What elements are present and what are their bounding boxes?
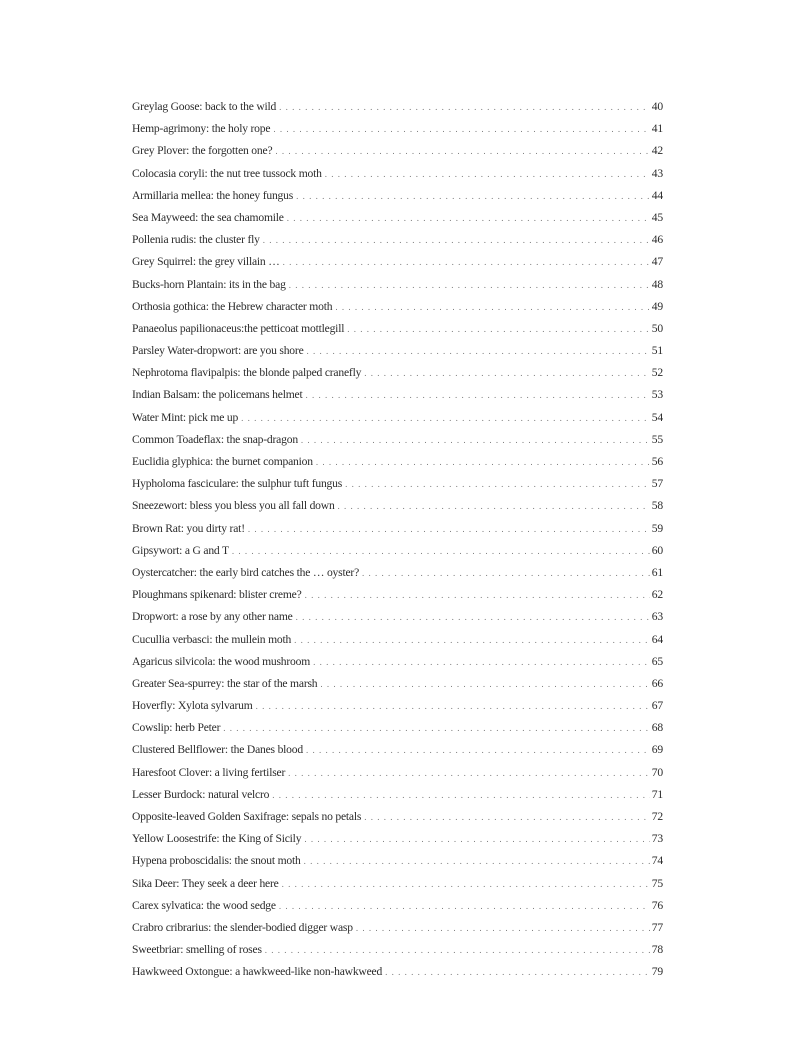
toc-entry-title: Opposite-leaved Golden Saxifrage: sepals no petals [132, 810, 362, 823]
toc-entry[interactable] [132, 433, 663, 455]
toc-entry-page-number: 64 [651, 632, 663, 646]
toc-entry[interactable] [132, 921, 663, 943]
toc-entry[interactable] [132, 522, 663, 544]
toc-entry-title: Dropwort: a rose by any other name [132, 610, 293, 624]
toc-entry[interactable] [132, 167, 663, 189]
dot-leader [362, 568, 650, 578]
dot-leader [265, 945, 650, 955]
dot-leader [306, 745, 650, 755]
toc-entry-page-number: 71 [651, 787, 663, 801]
toc-entry-title: Water Mint: pick me up [132, 410, 239, 424]
toc-entry-title: Yellow Loosestrife: the King of Sicily [132, 832, 302, 846]
toc-entry-page-number: 41 [651, 122, 663, 136]
toc-entry-title: Grey Squirrel: the grey villain … [132, 255, 280, 269]
toc-entry-page-number: 49 [651, 299, 663, 313]
dot-leader [338, 501, 650, 511]
toc-entry[interactable] [132, 677, 663, 699]
toc-entry-page-number: 74 [651, 854, 663, 868]
toc-entry-page-number: 55 [651, 432, 663, 446]
toc-entry-page-number: 63 [651, 610, 663, 624]
toc-entry[interactable] [132, 588, 663, 610]
toc-entry[interactable] [132, 189, 663, 211]
toc-entry[interactable] [132, 655, 663, 677]
toc-entry[interactable] [132, 211, 663, 233]
toc-entry-page-number: 43 [651, 166, 663, 180]
toc-entry[interactable] [132, 455, 663, 477]
toc-entry[interactable] [132, 233, 663, 255]
dot-leader [305, 590, 650, 600]
toc-entry[interactable] [132, 766, 663, 788]
toc-entry-page-number: 70 [651, 765, 663, 779]
toc-entry-title: Hypena proboscidalis: the snout moth [132, 854, 301, 868]
dot-leader [313, 657, 650, 667]
toc-entry-title: Sea Mayweed: the sea chamomile [132, 210, 284, 224]
toc-entry-page-number: 57 [651, 477, 663, 491]
toc-entry-title: Hypholoma fasciculare: the sulphur tuft fungus [132, 477, 343, 491]
toc-entry[interactable] [132, 965, 663, 987]
toc-entry-page-number: 77 [651, 920, 663, 934]
toc-entry[interactable] [132, 100, 663, 122]
toc-entry[interactable] [132, 832, 663, 854]
toc-entry-page-number: 42 [651, 144, 663, 158]
dot-leader [232, 546, 650, 556]
toc-entry[interactable] [132, 344, 663, 366]
toc-entry[interactable] [132, 943, 663, 965]
toc-entry-page-number: 75 [651, 876, 663, 890]
dot-leader [325, 169, 650, 179]
toc-entry-page-number: 67 [651, 699, 663, 713]
toc-entry-page-number: 62 [651, 588, 663, 602]
toc-entry-page-number: 68 [651, 721, 663, 735]
dot-leader [296, 612, 650, 622]
toc-entry-title: Sika Deer: They seek a deer here [132, 876, 279, 890]
dot-leader [316, 457, 650, 467]
toc-entry-title: Colocasia coryli: the nut tree tussock moth [132, 166, 322, 180]
dot-leader [304, 856, 650, 866]
toc-entry-title: Cowslip: herb Peter [132, 721, 221, 735]
toc-entry[interactable] [132, 122, 663, 144]
toc-entry[interactable] [132, 411, 663, 433]
dot-leader [279, 102, 650, 112]
toc-entry-title: Euclidia glyphica: the burnet companion [132, 455, 313, 468]
dot-leader [272, 790, 650, 800]
dot-leader [287, 213, 650, 223]
toc-entry-title: Gipsywort: a G and T [132, 543, 229, 557]
toc-entry-page-number: 78 [651, 943, 663, 957]
toc-entry-page-number: 46 [651, 233, 663, 247]
toc-entry[interactable] [132, 810, 663, 832]
toc-entry-page-number: 58 [651, 499, 663, 513]
toc-entry[interactable] [132, 322, 663, 344]
dot-leader [256, 701, 650, 711]
dot-leader [282, 879, 650, 889]
toc-entry-title: Hoverfly: Xylota sylvarum [132, 699, 253, 713]
toc-entry-title: Sweetbriar: smelling of roses [132, 943, 262, 957]
dot-leader [385, 967, 650, 977]
dot-leader [279, 901, 650, 911]
toc-entry[interactable] [132, 366, 663, 388]
toc-entry-page-number: 52 [651, 366, 663, 380]
toc-entry[interactable] [132, 899, 663, 921]
dot-leader [248, 524, 650, 534]
toc-entry-page-number: 51 [651, 344, 663, 358]
toc-entry-title: Sneezewort: bless you bless you all fall down [132, 499, 335, 513]
toc-entry-title: Hawkweed Oxtongue: a hawkweed-like non-hawkweed [132, 965, 383, 979]
toc-entry-page-number: 59 [651, 521, 663, 535]
toc-entry[interactable] [132, 877, 663, 899]
toc-entry-title: Parsley Water-dropwort: are you shore [132, 344, 304, 358]
toc-entry-page-number: 66 [651, 676, 663, 690]
toc-entry-title: Carex sylvatica: the wood sedge [132, 898, 276, 912]
toc-entry-title: Common Toadeflax: the snap-dragon [132, 432, 298, 446]
toc-entry-title: Crabro cribrarius: the slender-bodied digger wasp [132, 920, 353, 934]
toc-entry[interactable] [132, 566, 663, 588]
dot-leader [223, 723, 650, 733]
dot-leader [364, 368, 650, 378]
toc-entry-page-number: 56 [651, 455, 663, 468]
dot-leader [320, 679, 649, 689]
toc-entry-page-number: 40 [651, 100, 663, 113]
table-of-contents [132, 100, 663, 988]
toc-entry-title: Oystercatcher: the early bird catches the … oyster? [132, 565, 360, 579]
toc-entry-page-number: 76 [651, 898, 663, 912]
toc-entry-title: Pollenia rudis: the cluster fly [132, 233, 260, 247]
dot-leader [364, 812, 650, 822]
dot-leader [304, 834, 649, 844]
toc-entry-title: Lesser Burdock: natural velcro [132, 787, 270, 801]
toc-entry-title: Haresfoot Clover: a living fertilser [132, 765, 286, 779]
dot-leader [301, 435, 650, 445]
toc-entry[interactable] [132, 544, 663, 566]
toc-entry-page-number: 61 [651, 565, 663, 579]
toc-entry[interactable] [132, 699, 663, 721]
toc-entry[interactable] [132, 788, 663, 810]
toc-entry-title: Brown Rat: you dirty rat! [132, 521, 245, 535]
toc-entry[interactable] [132, 255, 663, 277]
toc-entry-title: Greater Sea-spurrey: the star of the marsh [132, 676, 318, 690]
dot-leader [294, 635, 650, 645]
dot-leader [275, 146, 649, 156]
dot-leader [273, 124, 649, 134]
toc-entry-title: Ploughmans spikenard: blister creme? [132, 588, 302, 602]
toc-entry[interactable] [132, 743, 663, 765]
toc-entry[interactable] [132, 854, 663, 876]
toc-entry-title: Hemp-agrimony: the holy rope [132, 122, 271, 136]
toc-entry-title: Indian Balsam: the policemans helmet [132, 388, 303, 402]
dot-leader [347, 324, 650, 334]
toc-entry[interactable] [132, 633, 663, 655]
toc-entry-title: Grey Plover: the forgotten one? [132, 144, 273, 158]
dot-leader [306, 390, 650, 400]
toc-entry-page-number: 60 [651, 543, 663, 557]
dot-leader [288, 768, 650, 778]
toc-entry-page-number: 48 [651, 277, 663, 291]
toc-entry-page-number: 54 [651, 410, 663, 424]
toc-entry[interactable] [132, 721, 663, 743]
toc-entry-page-number: 47 [651, 255, 663, 269]
toc-entry-page-number: 45 [651, 210, 663, 224]
toc-entry-title: Greylag Goose: back to the wild [132, 100, 277, 113]
dot-leader [345, 479, 650, 489]
toc-entry-title: Bucks-horn Plantain: its in the bag [132, 277, 286, 291]
toc-entry[interactable] [132, 610, 663, 632]
toc-entry[interactable] [132, 477, 663, 499]
dot-leader [335, 302, 649, 312]
toc-entry[interactable] [132, 278, 663, 300]
toc-entry-page-number: 44 [651, 188, 663, 202]
toc-entry-title: Armillaria mellea: the honey fungus [132, 188, 294, 202]
dot-leader [241, 413, 650, 423]
toc-entry-title: Nephrotoma flavipalpis: the blonde palped cranefly [132, 366, 362, 380]
toc-entry[interactable] [132, 388, 663, 410]
toc-entry-title: Clustered Bellflower: the Danes blood [132, 743, 303, 757]
toc-entry-page-number: 73 [651, 832, 663, 846]
toc-entry[interactable] [132, 300, 663, 322]
dot-leader [289, 280, 650, 290]
toc-entry-page-number: 79 [651, 965, 663, 979]
toc-entry-page-number: 50 [651, 321, 663, 335]
toc-entry-title: Orthosia gothica: the Hebrew character moth [132, 299, 333, 313]
toc-entry[interactable] [132, 499, 663, 521]
toc-entry-page-number: 53 [651, 388, 663, 402]
toc-entry[interactable] [132, 144, 663, 166]
dot-leader [356, 923, 650, 933]
dot-leader [296, 191, 650, 201]
toc-entry-page-number: 69 [651, 743, 663, 757]
toc-entry-page-number: 72 [651, 810, 663, 823]
toc-entry-title: Panaeolus papilionaceus:the petticoat mottlegill [132, 321, 345, 335]
toc-entry-title: Cucullia verbasci: the mullein moth [132, 632, 292, 646]
toc-entry-page-number: 65 [651, 654, 663, 668]
dot-leader [307, 346, 650, 356]
dot-leader [263, 235, 650, 245]
dot-leader [283, 257, 650, 267]
toc-entry-title: Agaricus silvicola: the wood mushroom [132, 654, 311, 668]
